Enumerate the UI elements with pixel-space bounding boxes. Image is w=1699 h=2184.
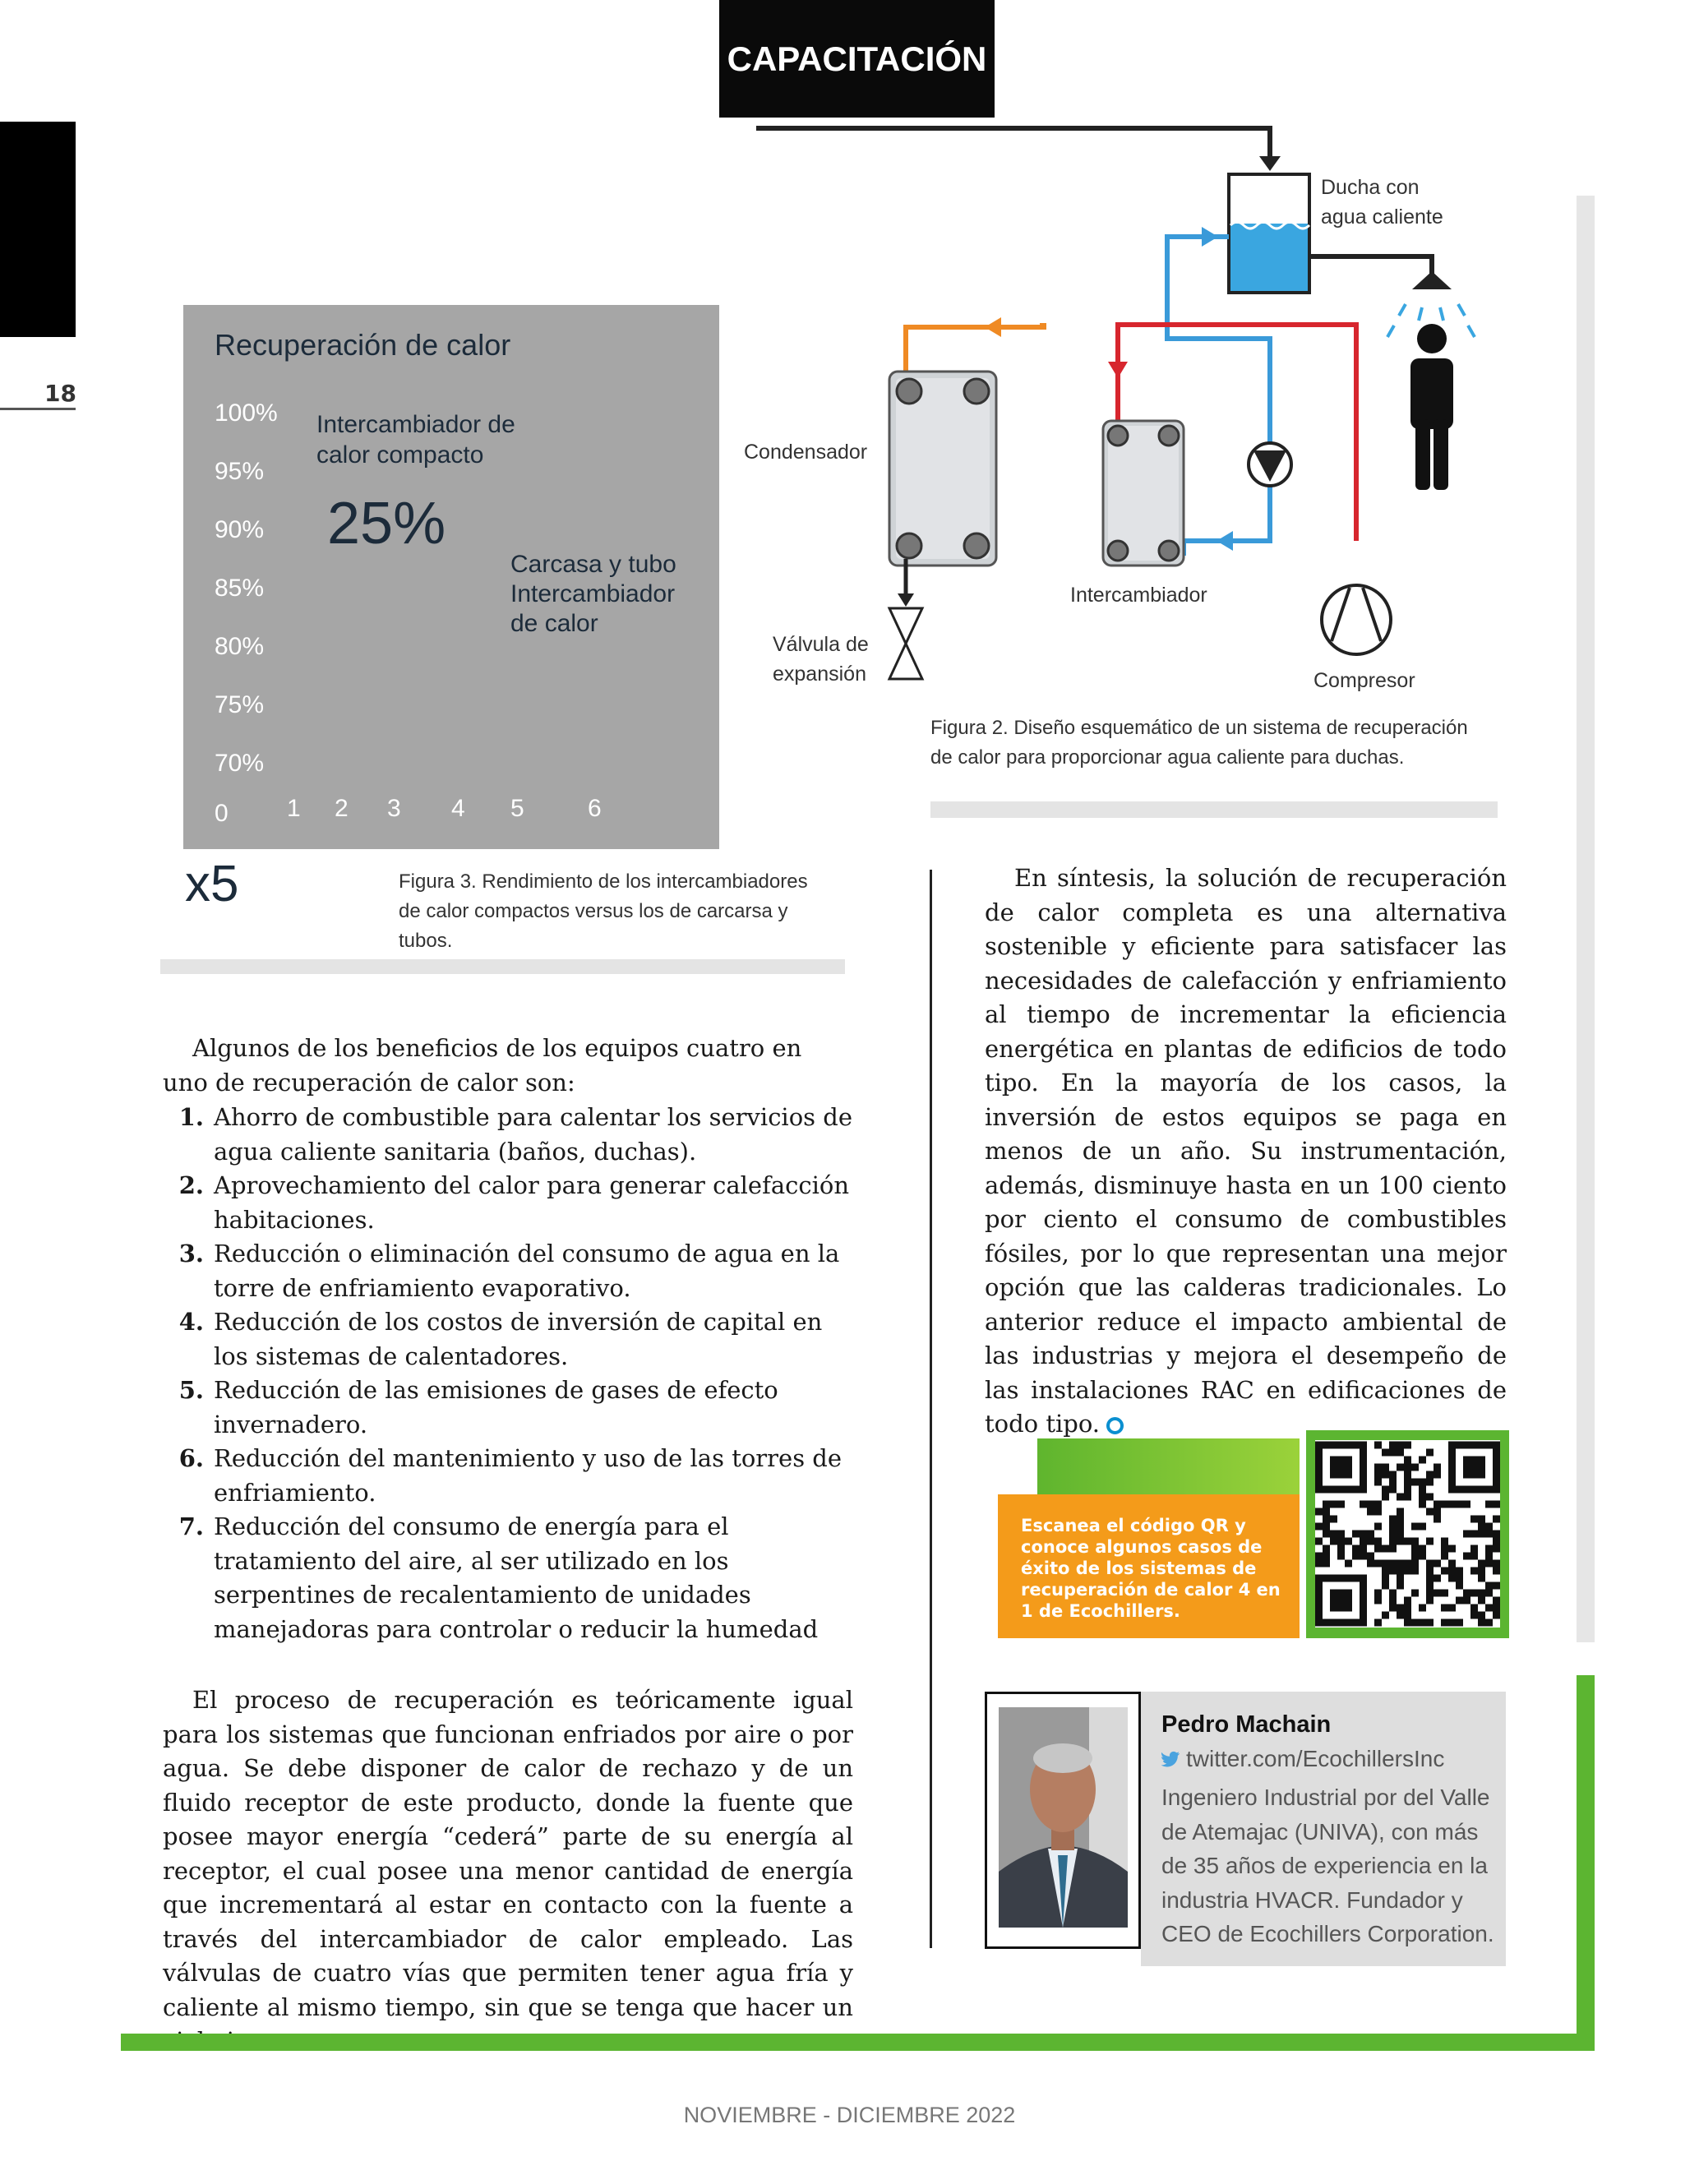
synthesis-paragraph: En síntesis, la solución de recuperación de calor completa es una alternativa sostenible y eficiente para satisfacer las necesidades de calefacción y enfriamiento al tiempo de incrementar la eficiencia energética en plantas de edificios de todo tipo. En la mayoría de los casos, la inversión de estos equipos se paga en menos de un año. Su instrumentación, además, disminuye hasta en un 100 ciento por ciento el consumo de combustibles fósiles, por lo que representan una mejor opción que las calderas tradicionales. Lo anterior reduce el impacto ambiental de las industrias y mejora el desempeño de las instalaciones RAC en edificaciones de todo tipo. [985,864,1507,1438]
benefit-number: 3. [178,1240,204,1267]
valve-pipe-arrow [898,593,914,607]
benefit-text: Reducción del mantenimiento y uso de las torres de enfriamiento. [214,1444,843,1507]
benefit-number: 2. [178,1171,204,1199]
author-twitter-link[interactable] [1161,1746,1444,1772]
benefit-item [163,1305,853,1374]
y-tick-label: 100% [215,399,278,427]
benefit-item [163,1237,853,1305]
x-tick-label: 3 [387,795,401,822]
hot-water-arrow [1108,362,1128,378]
y-tick-label: 85% [215,575,265,602]
shower-head [1412,271,1452,289]
chart-title: Recuperación de calor [215,328,511,362]
end-of-article-icon [1106,1417,1124,1434]
x-tick-label: 6 [588,795,602,822]
valve-label: Válvula de expansión [773,633,869,686]
figure3-rule [160,959,845,974]
benefit-item [163,1510,853,1646]
tank-water [1230,224,1308,291]
shell-tube-label: Carcasa y tubo Intercambiador de calor [510,551,676,637]
expansion-valve-icon [889,608,922,679]
benefit-number: 1. [178,1103,204,1131]
x-tick-label: 1 [287,795,301,822]
right-gray-bar [1577,196,1595,1642]
y-tick-label: 90% [215,516,265,543]
benefit-number: 5. [178,1376,204,1404]
section-title: CAPACITACIÓN [719,0,995,118]
water-inlet-pipe [756,128,1270,158]
compressor-icon [1322,585,1391,654]
x-tick-label: 2 [335,795,349,822]
page-number-rule [0,408,76,410]
green-frame-right [1577,1675,1595,2051]
issue-date: NOVIEMBRE - DICIEMBRE 2022 [683,2103,1016,2127]
figure2-rule [930,801,1498,818]
qr-code-area[interactable] [1315,1440,1500,1628]
shower-label: Ducha con agua caliente [1321,176,1443,229]
twitter-icon [1161,1751,1180,1767]
process-paragraph: El proceso de recuperación es teóricamente igual para los sistemas que funcionan enfriados por aire o por agua. Se debe disponer de calor de rechazo y de un fluido receptor de este producto, donde la fuente que posee mayor energía “cederá” parte de su energía al receptor, el cual posee una menor cantidad de energía que incrementará al estar en contacto con la fuente a través del intercambiador de calor empleado. Las válvulas de cuatro vías que permiten tener agua fría y caliente al mismo tiempo, sin que se tenga que hacer un [163,1686,853,2021]
qr-code-icon[interactable] [1315,1440,1500,1628]
benefits-list [163,1101,853,1646]
twitter-handle[interactable]: twitter.com/EcochillersInc [1186,1746,1445,1771]
x-tick-label: 4 [451,795,465,822]
compact-exchanger-label: Intercambiador de calor compacto [316,411,515,469]
benefits-intro: Algunos de los beneficios de los equipos cuatro en uno de recuperación de calor son: [163,1034,802,1097]
page-number: 18 [44,380,76,407]
cold-water-arrow [1202,227,1218,247]
exchanger-label: Intercambiador [1070,584,1207,607]
x-tick-label: 5 [510,795,524,822]
benefit-item [163,1374,853,1442]
condenser-label: Condensador [744,441,868,464]
benefit-number: 7. [178,1512,204,1540]
benefit-text: Reducción del consumo de energía para el tratamiento del aire, al ser utilizado en los serpentines de recalentamiento de unidades manejadoras para controlar o reducir la humedad [214,1512,819,1643]
benefit-text: Reducción de las emisiones de gases de efecto invernadero. [214,1376,778,1438]
water-inlet-arrow [1259,156,1281,171]
qr-promo-band [1037,1438,1300,1494]
heat-recovery-chart [183,305,719,849]
qr-promo-text: Escanea el código QR y conoce algunos casos de éxito de los sistemas de recuperación de calor 4 en 1 de Ecochillers. [1021,1516,1281,1621]
benefit-item [163,1169,853,1237]
y-tick-label: 80% [215,633,265,660]
compressor-label: Compresor [1313,669,1415,692]
benefit-text: Reducción de los costos de inversión de capital en los sistemas de calentadores. [214,1308,823,1370]
figure2-caption: Figura 2. Diseño esquemático de un sistema de recuperación de calor para proporcionar agua caliente para duchas. [930,717,1468,769]
benefit-item [163,1442,853,1510]
author-bio: Ingeniero Industrial por del Valle de Atemajac (UNIVA), con más de 35 años de experiencia en la industria HVACR. Fundador y CEO de Ecochillers Corporation. [1161,1785,1494,1946]
person-icon [1410,324,1453,490]
x-tick-label: 0 [215,800,229,827]
size-factor-label: x5 [185,856,239,912]
benefit-number: 6. [178,1444,204,1472]
improvement-value: 25% [327,491,446,556]
y-tick-label: 70% [215,750,265,777]
left-tab-bar [0,122,76,337]
author-photo [999,1707,1128,1928]
y-tick-label: 75% [215,691,265,718]
benefit-item [163,1101,853,1169]
cold-water-arrow-lower [1217,531,1233,551]
green-frame-bottom [121,2034,1595,2051]
column-divider [930,870,932,1948]
benefit-number: 4. [178,1308,204,1336]
benefit-text: Reducción o eliminación del consumo de agua en la torre de enfriamiento evaporativo. [214,1240,840,1302]
benefit-text: Ahorro de combustible para calentar los servicios de agua caliente sanitaria (baños, duchas). [214,1103,852,1166]
figure3-caption: Figura 3. Rendimiento de los intercambiadores de calor compactos versus los de carcarsa y tubos. [399,870,808,952]
refrigerant-arrow [985,317,1001,337]
author-name: Pedro Machain [1161,1711,1332,1738]
y-tick-label: 95% [215,458,265,485]
shower-pipe [1309,256,1432,278]
benefit-text: Aprovechamiento del calor para generar calefacción habitaciones. [214,1171,850,1234]
